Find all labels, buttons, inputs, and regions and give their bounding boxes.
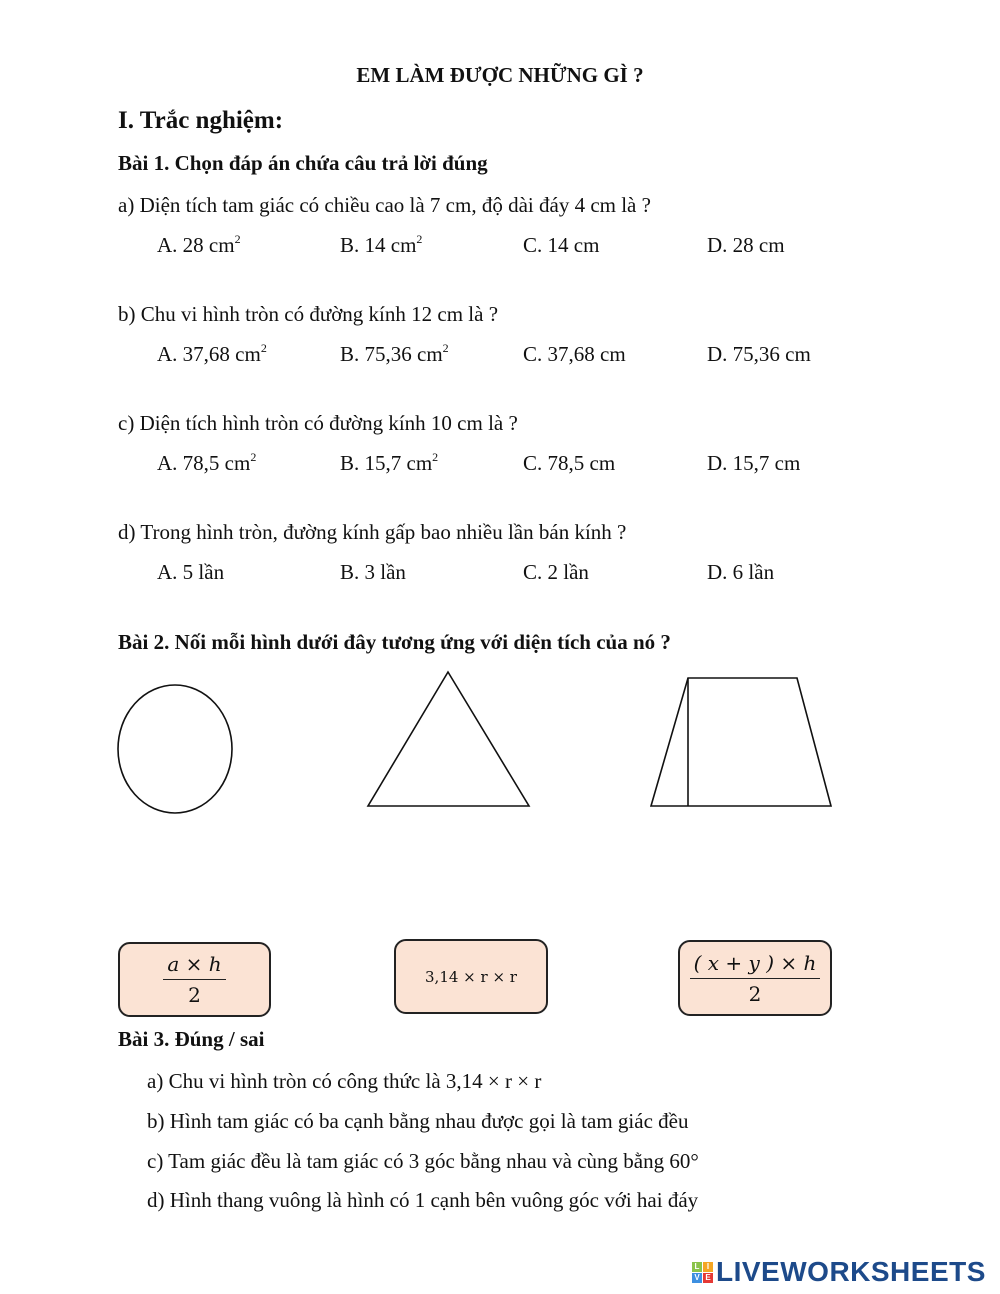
superscript: 2 <box>442 341 449 355</box>
circle-shape[interactable] <box>118 685 232 813</box>
trapezoid-shape[interactable] <box>651 678 831 806</box>
question-text: d) Trong hình tròn, đường kính gấp bao nhiều lần bán kính ? <box>118 520 627 544</box>
true-false-item[interactable]: a) Chu vi hình tròn có công thức là 3,14 × r × r <box>147 1069 542 1093</box>
logo-tiles-icon: L I V E <box>692 1262 713 1283</box>
true-false-item[interactable]: c) Tam giác đều là tam giác có 3 góc bằng nhau và cùng bằng 60° <box>147 1149 699 1173</box>
superscript: 2 <box>432 450 439 464</box>
option-label: A. 37,68 cm <box>157 342 261 366</box>
formula-circle-box[interactable] <box>394 939 548 1014</box>
exercise-3-heading: Bài 3. Đúng / sai <box>118 1027 265 1051</box>
exercise-2-heading: Bài 2. Nối mỗi hình dưới đây tương ứng với diện tích của nó ? <box>118 630 671 654</box>
superscript: 2 <box>416 232 423 246</box>
option-label: A. 78,5 cm <box>157 451 251 475</box>
option-label: C. 2 lần <box>523 560 589 584</box>
formula-text: 3,14 × r × r <box>425 967 517 986</box>
formula-triangle-box[interactable] <box>118 942 271 1017</box>
logo-text: LIVEWORKSHEETS <box>716 1256 986 1287</box>
triangle-shape[interactable] <box>368 672 529 806</box>
option-label: D. 75,36 cm <box>707 342 811 366</box>
question-text: c) Diện tích hình tròn có đường kính 10 cm là ? <box>118 411 518 435</box>
true-false-item[interactable]: d) Hình thang vuông là hình có 1 cạnh bên vuông góc với hai đáy <box>147 1188 699 1212</box>
superscript: 2 <box>250 450 257 464</box>
option-label: B. 75,36 cm <box>340 342 443 366</box>
option-label: B. 14 cm <box>340 233 417 257</box>
option-label: A. 28 cm <box>157 233 235 257</box>
formula-numerator: a × h <box>163 952 225 980</box>
option-label: A. 5 lần <box>157 560 225 584</box>
page-title: EM LÀM ĐƯỢC NHỮNG GÌ ? <box>356 63 644 87</box>
option-label: B. 3 lần <box>340 560 406 584</box>
question-text: b) Chu vi hình tròn có đường kính 12 cm là ? <box>118 302 499 326</box>
option-label: B. 15,7 cm <box>340 451 433 475</box>
question-text: a) Diện tích tam giác có chiều cao là 7 cm, độ dài đáy 4 cm là ? <box>118 193 651 217</box>
true-false-item[interactable]: b) Hình tam giác có ba cạnh bằng nhau được gọi là tam giác đều <box>147 1109 689 1133</box>
option-label: C. 37,68 cm <box>523 342 626 366</box>
formula-denominator: 2 <box>748 981 762 1006</box>
formula-numerator: ( x + y ) × h <box>690 951 821 979</box>
formula-denominator: 2 <box>188 983 201 1007</box>
option-label: C. 14 cm <box>523 233 600 257</box>
option-label: D. 6 lần <box>707 560 775 584</box>
option-label: C. 78,5 cm <box>523 451 616 475</box>
exercise-1-heading: Bài 1. Chọn đáp án chứa câu trả lời đúng <box>118 151 488 175</box>
liveworksheets-logo <box>692 1256 986 1288</box>
formula-trapezoid-box[interactable] <box>678 940 832 1016</box>
option-label: D. 28 cm <box>707 233 785 257</box>
superscript: 2 <box>260 341 267 355</box>
section-heading: I. Trắc nghiệm: <box>118 107 284 134</box>
option-label: D. 15,7 cm <box>707 451 801 475</box>
superscript: 2 <box>234 232 241 246</box>
